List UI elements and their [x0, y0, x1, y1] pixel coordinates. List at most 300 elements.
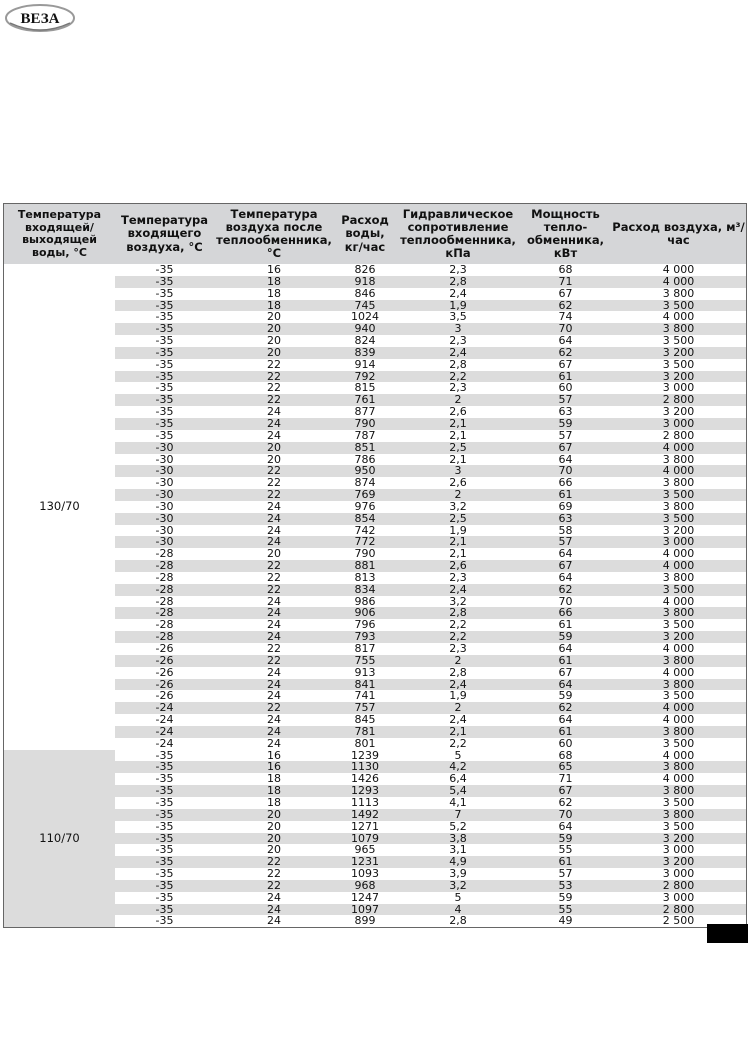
cell-inlet-air-temp: -35: [115, 797, 214, 809]
cell-hydraulic-resistance: 2,1: [396, 536, 520, 548]
table-row: [4, 785, 746, 797]
cell-hydraulic-resistance: 1,9: [396, 525, 520, 537]
cell-outlet-air-temp: 22: [214, 880, 334, 892]
cell-heater-power: 64: [520, 679, 611, 691]
cell-heater-power: 64: [520, 643, 611, 655]
cell-heater-power: 57: [520, 430, 611, 442]
cell-hydraulic-resistance: 2,6: [396, 406, 520, 418]
cell-inlet-air-temp: -30: [115, 465, 214, 477]
cell-water-flow: 741: [334, 690, 396, 702]
cell-inlet-air-temp: -35: [115, 264, 214, 276]
cell-inlet-air-temp: -24: [115, 726, 214, 738]
cell-air-flow: 3 800: [611, 607, 746, 619]
cell-air-flow: 2 800: [611, 430, 746, 442]
cell-air-flow: 3 000: [611, 382, 746, 394]
cell-hydraulic-resistance: 2,4: [396, 288, 520, 300]
table-row: [4, 288, 746, 300]
cell-hydraulic-resistance: 2,5: [396, 513, 520, 525]
table-row: [4, 773, 746, 785]
cell-outlet-air-temp: 20: [214, 821, 334, 833]
cell-hydraulic-resistance: 2,5: [396, 442, 520, 454]
table-row: [4, 477, 746, 489]
cell-outlet-air-temp: 22: [214, 477, 334, 489]
table-row: [4, 679, 746, 691]
data-table-container: [3, 203, 747, 928]
table-row: [4, 323, 746, 335]
table-row: [4, 430, 746, 442]
cell-air-flow: 3 800: [611, 572, 746, 584]
cell-heater-power: 63: [520, 406, 611, 418]
cell-air-flow: 3 800: [611, 679, 746, 691]
cell-hydraulic-resistance: 7: [396, 809, 520, 821]
table-row: [4, 382, 746, 394]
cell-heater-power: 55: [520, 904, 611, 916]
cell-air-flow: 3 500: [611, 619, 746, 631]
cell-inlet-air-temp: -35: [115, 868, 214, 880]
cell-air-flow: 4 000: [611, 264, 746, 276]
cell-heater-power: 69: [520, 501, 611, 513]
cell-inlet-air-temp: -35: [115, 915, 214, 927]
cell-outlet-air-temp: 22: [214, 359, 334, 371]
cell-outlet-air-temp: 22: [214, 584, 334, 596]
cell-inlet-air-temp: -35: [115, 418, 214, 430]
header-outlet-air-temp: Температура воздуха после теплообменника, °С: [214, 204, 334, 264]
cell-hydraulic-resistance: 4: [396, 904, 520, 916]
cell-air-flow: 3 500: [611, 690, 746, 702]
table-row: [4, 347, 746, 359]
cell-heater-power: 64: [520, 548, 611, 560]
cell-hydraulic-resistance: 2,4: [396, 584, 520, 596]
cell-heater-power: 64: [520, 714, 611, 726]
cell-hydraulic-resistance: 2,8: [396, 607, 520, 619]
cell-water-flow: 769: [334, 489, 396, 501]
cell-air-flow: 3 800: [611, 288, 746, 300]
table-row: [4, 442, 746, 454]
table-row: [4, 655, 746, 667]
cell-hydraulic-resistance: 2,8: [396, 276, 520, 288]
cell-air-flow: 4 000: [611, 465, 746, 477]
cell-inlet-air-temp: -35: [115, 300, 214, 312]
cell-inlet-air-temp: -35: [115, 904, 214, 916]
cell-hydraulic-resistance: 1,9: [396, 300, 520, 312]
cell-hydraulic-resistance: 2,6: [396, 477, 520, 489]
cell-heater-power: 61: [520, 371, 611, 383]
cell-heater-power: 61: [520, 856, 611, 868]
cell-heater-power: 71: [520, 276, 611, 288]
cell-air-flow: 3 800: [611, 323, 746, 335]
cell-water-flow: 914: [334, 359, 396, 371]
cell-hydraulic-resistance: 3,1: [396, 844, 520, 856]
cell-water-flow: 792: [334, 371, 396, 383]
cell-hydraulic-resistance: 2,6: [396, 560, 520, 572]
cell-air-flow: 3 500: [611, 513, 746, 525]
cell-inlet-air-temp: -26: [115, 690, 214, 702]
cell-water-flow: 1079: [334, 833, 396, 845]
cell-water-flow: 1426: [334, 773, 396, 785]
cell-outlet-air-temp: 24: [214, 619, 334, 631]
table-row: [4, 596, 746, 608]
cell-air-flow: 3 800: [611, 809, 746, 821]
cell-water-flow: 940: [334, 323, 396, 335]
cell-inlet-air-temp: -35: [115, 394, 214, 406]
cell-heater-power: 59: [520, 892, 611, 904]
cell-heater-power: 67: [520, 442, 611, 454]
cell-outlet-air-temp: 24: [214, 596, 334, 608]
table-row: [4, 631, 746, 643]
cell-outlet-air-temp: 24: [214, 406, 334, 418]
cell-outlet-air-temp: 24: [214, 679, 334, 691]
cell-outlet-air-temp: 20: [214, 442, 334, 454]
cell-hydraulic-resistance: 2,8: [396, 359, 520, 371]
cell-heater-power: 67: [520, 560, 611, 572]
cell-air-flow: 3 500: [611, 738, 746, 750]
cell-air-flow: 3 200: [611, 856, 746, 868]
cell-water-flow: 881: [334, 560, 396, 572]
cell-inlet-air-temp: -35: [115, 406, 214, 418]
cell-air-flow: 3 200: [611, 525, 746, 537]
cell-water-flow: 918: [334, 276, 396, 288]
cell-outlet-air-temp: 22: [214, 371, 334, 383]
table-row: [4, 797, 746, 809]
cell-heater-power: 68: [520, 750, 611, 762]
header-hydraulic-resistance: Гидравлическое сопротивление теплообменника, кПа: [396, 204, 520, 264]
cell-water-flow: 851: [334, 442, 396, 454]
cell-outlet-air-temp: 22: [214, 394, 334, 406]
cell-water-flow: 1231: [334, 856, 396, 868]
header-air-flow: Расход воздуха, м³/час: [611, 204, 746, 264]
cell-air-flow: 2 800: [611, 394, 746, 406]
cell-water-flow: 834: [334, 584, 396, 596]
cell-inlet-air-temp: -35: [115, 809, 214, 821]
cell-air-flow: 2 800: [611, 880, 746, 892]
table-header-row: [4, 204, 746, 264]
cell-air-flow: 3 200: [611, 406, 746, 418]
water-temp-group-cell: 130/70: [4, 264, 115, 750]
cell-inlet-air-temp: -35: [115, 761, 214, 773]
table-body: [4, 264, 746, 927]
cell-outlet-air-temp: 22: [214, 572, 334, 584]
cell-water-flow: 965: [334, 844, 396, 856]
cell-air-flow: 4 000: [611, 702, 746, 714]
cell-air-flow: 3 500: [611, 359, 746, 371]
cell-heater-power: 70: [520, 465, 611, 477]
table-row: [4, 394, 746, 406]
cell-heater-power: 64: [520, 454, 611, 466]
cell-inlet-air-temp: -30: [115, 489, 214, 501]
cell-water-flow: 1130: [334, 761, 396, 773]
cell-heater-power: 61: [520, 489, 611, 501]
cell-heater-power: 67: [520, 785, 611, 797]
table-row: [4, 548, 746, 560]
cell-water-flow: 796: [334, 619, 396, 631]
table-row: [4, 856, 746, 868]
cell-heater-power: 62: [520, 584, 611, 596]
cell-outlet-air-temp: 22: [214, 382, 334, 394]
cell-air-flow: 4 000: [611, 750, 746, 762]
cell-heater-power: 55: [520, 844, 611, 856]
cell-outlet-air-temp: 20: [214, 347, 334, 359]
cell-outlet-air-temp: 22: [214, 560, 334, 572]
cell-hydraulic-resistance: 2,1: [396, 430, 520, 442]
cell-water-flow: 1271: [334, 821, 396, 833]
table-row: [4, 536, 746, 548]
cell-water-flow: 899: [334, 915, 396, 927]
cell-air-flow: 3 800: [611, 726, 746, 738]
cell-outlet-air-temp: 22: [214, 643, 334, 655]
cell-inlet-air-temp: -30: [115, 477, 214, 489]
cell-heater-power: 60: [520, 738, 611, 750]
table-row: [4, 311, 746, 323]
cell-water-flow: 845: [334, 714, 396, 726]
cell-water-flow: 781: [334, 726, 396, 738]
cell-hydraulic-resistance: 2,3: [396, 572, 520, 584]
cell-outlet-air-temp: 24: [214, 892, 334, 904]
cell-air-flow: 4 000: [611, 714, 746, 726]
cell-heater-power: 67: [520, 667, 611, 679]
cell-air-flow: 4 000: [611, 773, 746, 785]
cell-outlet-air-temp: 20: [214, 548, 334, 560]
table-row: [4, 809, 746, 821]
cell-water-flow: 1492: [334, 809, 396, 821]
cell-inlet-air-temp: -24: [115, 714, 214, 726]
table-row: [4, 821, 746, 833]
cell-inlet-air-temp: -35: [115, 359, 214, 371]
cell-inlet-air-temp: -35: [115, 880, 214, 892]
cell-hydraulic-resistance: 3: [396, 465, 520, 477]
cell-outlet-air-temp: 24: [214, 915, 334, 927]
cell-hydraulic-resistance: 2,1: [396, 548, 520, 560]
water-temp-group-cell: 110/70: [4, 750, 115, 928]
cell-inlet-air-temp: -35: [115, 323, 214, 335]
table-row: [4, 868, 746, 880]
cell-heater-power: 62: [520, 797, 611, 809]
cell-inlet-air-temp: -35: [115, 773, 214, 785]
cell-inlet-air-temp: -24: [115, 702, 214, 714]
cell-outlet-air-temp: 16: [214, 761, 334, 773]
cell-hydraulic-resistance: 2,4: [396, 679, 520, 691]
table-row: [4, 738, 746, 750]
cell-hydraulic-resistance: 2,3: [396, 335, 520, 347]
cell-heater-power: 59: [520, 690, 611, 702]
cell-outlet-air-temp: 22: [214, 489, 334, 501]
cell-outlet-air-temp: 20: [214, 809, 334, 821]
cell-hydraulic-resistance: 2,3: [396, 264, 520, 276]
table-row: [4, 714, 746, 726]
table-row: [4, 619, 746, 631]
table-row: [4, 726, 746, 738]
cell-water-flow: 846: [334, 288, 396, 300]
cell-inlet-air-temp: -35: [115, 276, 214, 288]
cell-water-flow: 790: [334, 418, 396, 430]
cell-water-flow: 1093: [334, 868, 396, 880]
cell-air-flow: 4 000: [611, 643, 746, 655]
table-row: [4, 607, 746, 619]
cell-air-flow: 2 500: [611, 915, 746, 927]
cell-air-flow: 4 000: [611, 442, 746, 454]
cell-outlet-air-temp: 24: [214, 714, 334, 726]
cell-outlet-air-temp: 22: [214, 868, 334, 880]
cell-heater-power: 67: [520, 359, 611, 371]
cell-air-flow: 4 000: [611, 311, 746, 323]
cell-outlet-air-temp: 24: [214, 738, 334, 750]
cell-heater-power: 61: [520, 655, 611, 667]
cell-air-flow: 3 800: [611, 761, 746, 773]
cell-air-flow: 3 000: [611, 868, 746, 880]
cell-air-flow: 3 000: [611, 536, 746, 548]
cell-outlet-air-temp: 20: [214, 833, 334, 845]
table-row: [4, 501, 746, 513]
cell-hydraulic-resistance: 3,9: [396, 868, 520, 880]
cell-inlet-air-temp: -30: [115, 454, 214, 466]
cell-air-flow: 2 800: [611, 904, 746, 916]
cell-water-flow: 824: [334, 335, 396, 347]
cell-inlet-air-temp: -28: [115, 548, 214, 560]
table-row: [4, 335, 746, 347]
cell-outlet-air-temp: 24: [214, 690, 334, 702]
cell-hydraulic-resistance: 3,2: [396, 880, 520, 892]
cell-inlet-air-temp: -35: [115, 371, 214, 383]
cell-inlet-air-temp: -28: [115, 572, 214, 584]
cell-air-flow: 4 000: [611, 276, 746, 288]
section-tab-marker: [707, 924, 748, 943]
cell-hydraulic-resistance: 4,2: [396, 761, 520, 773]
cell-heater-power: 70: [520, 596, 611, 608]
cell-heater-power: 57: [520, 868, 611, 880]
cell-air-flow: 3 200: [611, 371, 746, 383]
cell-air-flow: 3 500: [611, 584, 746, 596]
cell-heater-power: 63: [520, 513, 611, 525]
cell-water-flow: 874: [334, 477, 396, 489]
cell-air-flow: 3 800: [611, 655, 746, 667]
cell-outlet-air-temp: 22: [214, 465, 334, 477]
cell-hydraulic-resistance: 4,1: [396, 797, 520, 809]
table-row: [4, 915, 746, 927]
cell-water-flow: 787: [334, 430, 396, 442]
cell-outlet-air-temp: 18: [214, 300, 334, 312]
table-row: [4, 702, 746, 714]
cell-inlet-air-temp: -35: [115, 288, 214, 300]
cell-outlet-air-temp: 18: [214, 797, 334, 809]
cell-hydraulic-resistance: 2,2: [396, 738, 520, 750]
cell-outlet-air-temp: 24: [214, 513, 334, 525]
cell-inlet-air-temp: -28: [115, 631, 214, 643]
cell-heater-power: 64: [520, 572, 611, 584]
cell-water-flow: 906: [334, 607, 396, 619]
cell-outlet-air-temp: 20: [214, 311, 334, 323]
cell-water-flow: 986: [334, 596, 396, 608]
cell-hydraulic-resistance: 6,4: [396, 773, 520, 785]
table-row: [4, 833, 746, 845]
cell-heater-power: 62: [520, 300, 611, 312]
cell-hydraulic-resistance: 2,1: [396, 418, 520, 430]
cell-heater-power: 68: [520, 264, 611, 276]
cell-outlet-air-temp: 18: [214, 773, 334, 785]
cell-air-flow: 3 500: [611, 797, 746, 809]
cell-hydraulic-resistance: 2,3: [396, 643, 520, 655]
table-row: [4, 406, 746, 418]
table-row: [4, 892, 746, 904]
cell-outlet-air-temp: 24: [214, 904, 334, 916]
table-row: [4, 465, 746, 477]
cell-hydraulic-resistance: 2,8: [396, 667, 520, 679]
cell-water-flow: 790: [334, 548, 396, 560]
header-water-temp: Температура входящей/ выходящей воды, °С: [4, 204, 115, 264]
cell-hydraulic-resistance: 2,4: [396, 714, 520, 726]
header-heater-power: Мощность тепло- обменника, кВт: [520, 204, 611, 264]
table-row: [4, 643, 746, 655]
cell-heater-power: 49: [520, 915, 611, 927]
cell-hydraulic-resistance: 1,9: [396, 690, 520, 702]
cell-inlet-air-temp: -35: [115, 335, 214, 347]
cell-water-flow: 841: [334, 679, 396, 691]
cell-heater-power: 62: [520, 347, 611, 359]
cell-air-flow: 4 000: [611, 548, 746, 560]
cell-inlet-air-temp: -35: [115, 856, 214, 868]
table-row: [4, 904, 746, 916]
cell-inlet-air-temp: -26: [115, 667, 214, 679]
cell-air-flow: 3 200: [611, 631, 746, 643]
cell-heater-power: 57: [520, 536, 611, 548]
cell-hydraulic-resistance: 5: [396, 750, 520, 762]
cell-inlet-air-temp: -30: [115, 536, 214, 548]
cell-water-flow: 1247: [334, 892, 396, 904]
cell-air-flow: 4 000: [611, 560, 746, 572]
cell-inlet-air-temp: -35: [115, 750, 214, 762]
cell-water-flow: 742: [334, 525, 396, 537]
header-water-flow: Расход воды, кг/час: [334, 204, 396, 264]
cell-heater-power: 61: [520, 619, 611, 631]
cell-hydraulic-resistance: 2: [396, 702, 520, 714]
cell-inlet-air-temp: -35: [115, 347, 214, 359]
cell-inlet-air-temp: -30: [115, 513, 214, 525]
cell-inlet-air-temp: -28: [115, 560, 214, 572]
cell-inlet-air-temp: -28: [115, 584, 214, 596]
cell-air-flow: 3 500: [611, 300, 746, 312]
cell-air-flow: 3 200: [611, 347, 746, 359]
cell-water-flow: 745: [334, 300, 396, 312]
cell-water-flow: 826: [334, 264, 396, 276]
cell-outlet-air-temp: 24: [214, 667, 334, 679]
table-row: [4, 690, 746, 702]
cell-water-flow: 968: [334, 880, 396, 892]
cell-heater-power: 71: [520, 773, 611, 785]
cell-hydraulic-resistance: 2: [396, 489, 520, 501]
cell-water-flow: 813: [334, 572, 396, 584]
cell-inlet-air-temp: -35: [115, 821, 214, 833]
table-row: [4, 761, 746, 773]
cell-outlet-air-temp: 22: [214, 702, 334, 714]
cell-water-flow: 877: [334, 406, 396, 418]
cell-heater-power: 59: [520, 631, 611, 643]
cell-hydraulic-resistance: 2,2: [396, 619, 520, 631]
cell-air-flow: 3 800: [611, 785, 746, 797]
cell-inlet-air-temp: -30: [115, 442, 214, 454]
cell-inlet-air-temp: -35: [115, 311, 214, 323]
cell-outlet-air-temp: 24: [214, 430, 334, 442]
header-inlet-air-temp: Температура входящего воздуха, °С: [115, 204, 214, 264]
table-row: [4, 525, 746, 537]
cell-outlet-air-temp: 24: [214, 726, 334, 738]
data-table: [4, 204, 746, 927]
cell-water-flow: 1293: [334, 785, 396, 797]
cell-water-flow: 839: [334, 347, 396, 359]
cell-heater-power: 66: [520, 477, 611, 489]
cell-heater-power: 59: [520, 418, 611, 430]
cell-inlet-air-temp: -35: [115, 382, 214, 394]
cell-outlet-air-temp: 16: [214, 264, 334, 276]
cell-water-flow: 976: [334, 501, 396, 513]
cell-water-flow: 1113: [334, 797, 396, 809]
